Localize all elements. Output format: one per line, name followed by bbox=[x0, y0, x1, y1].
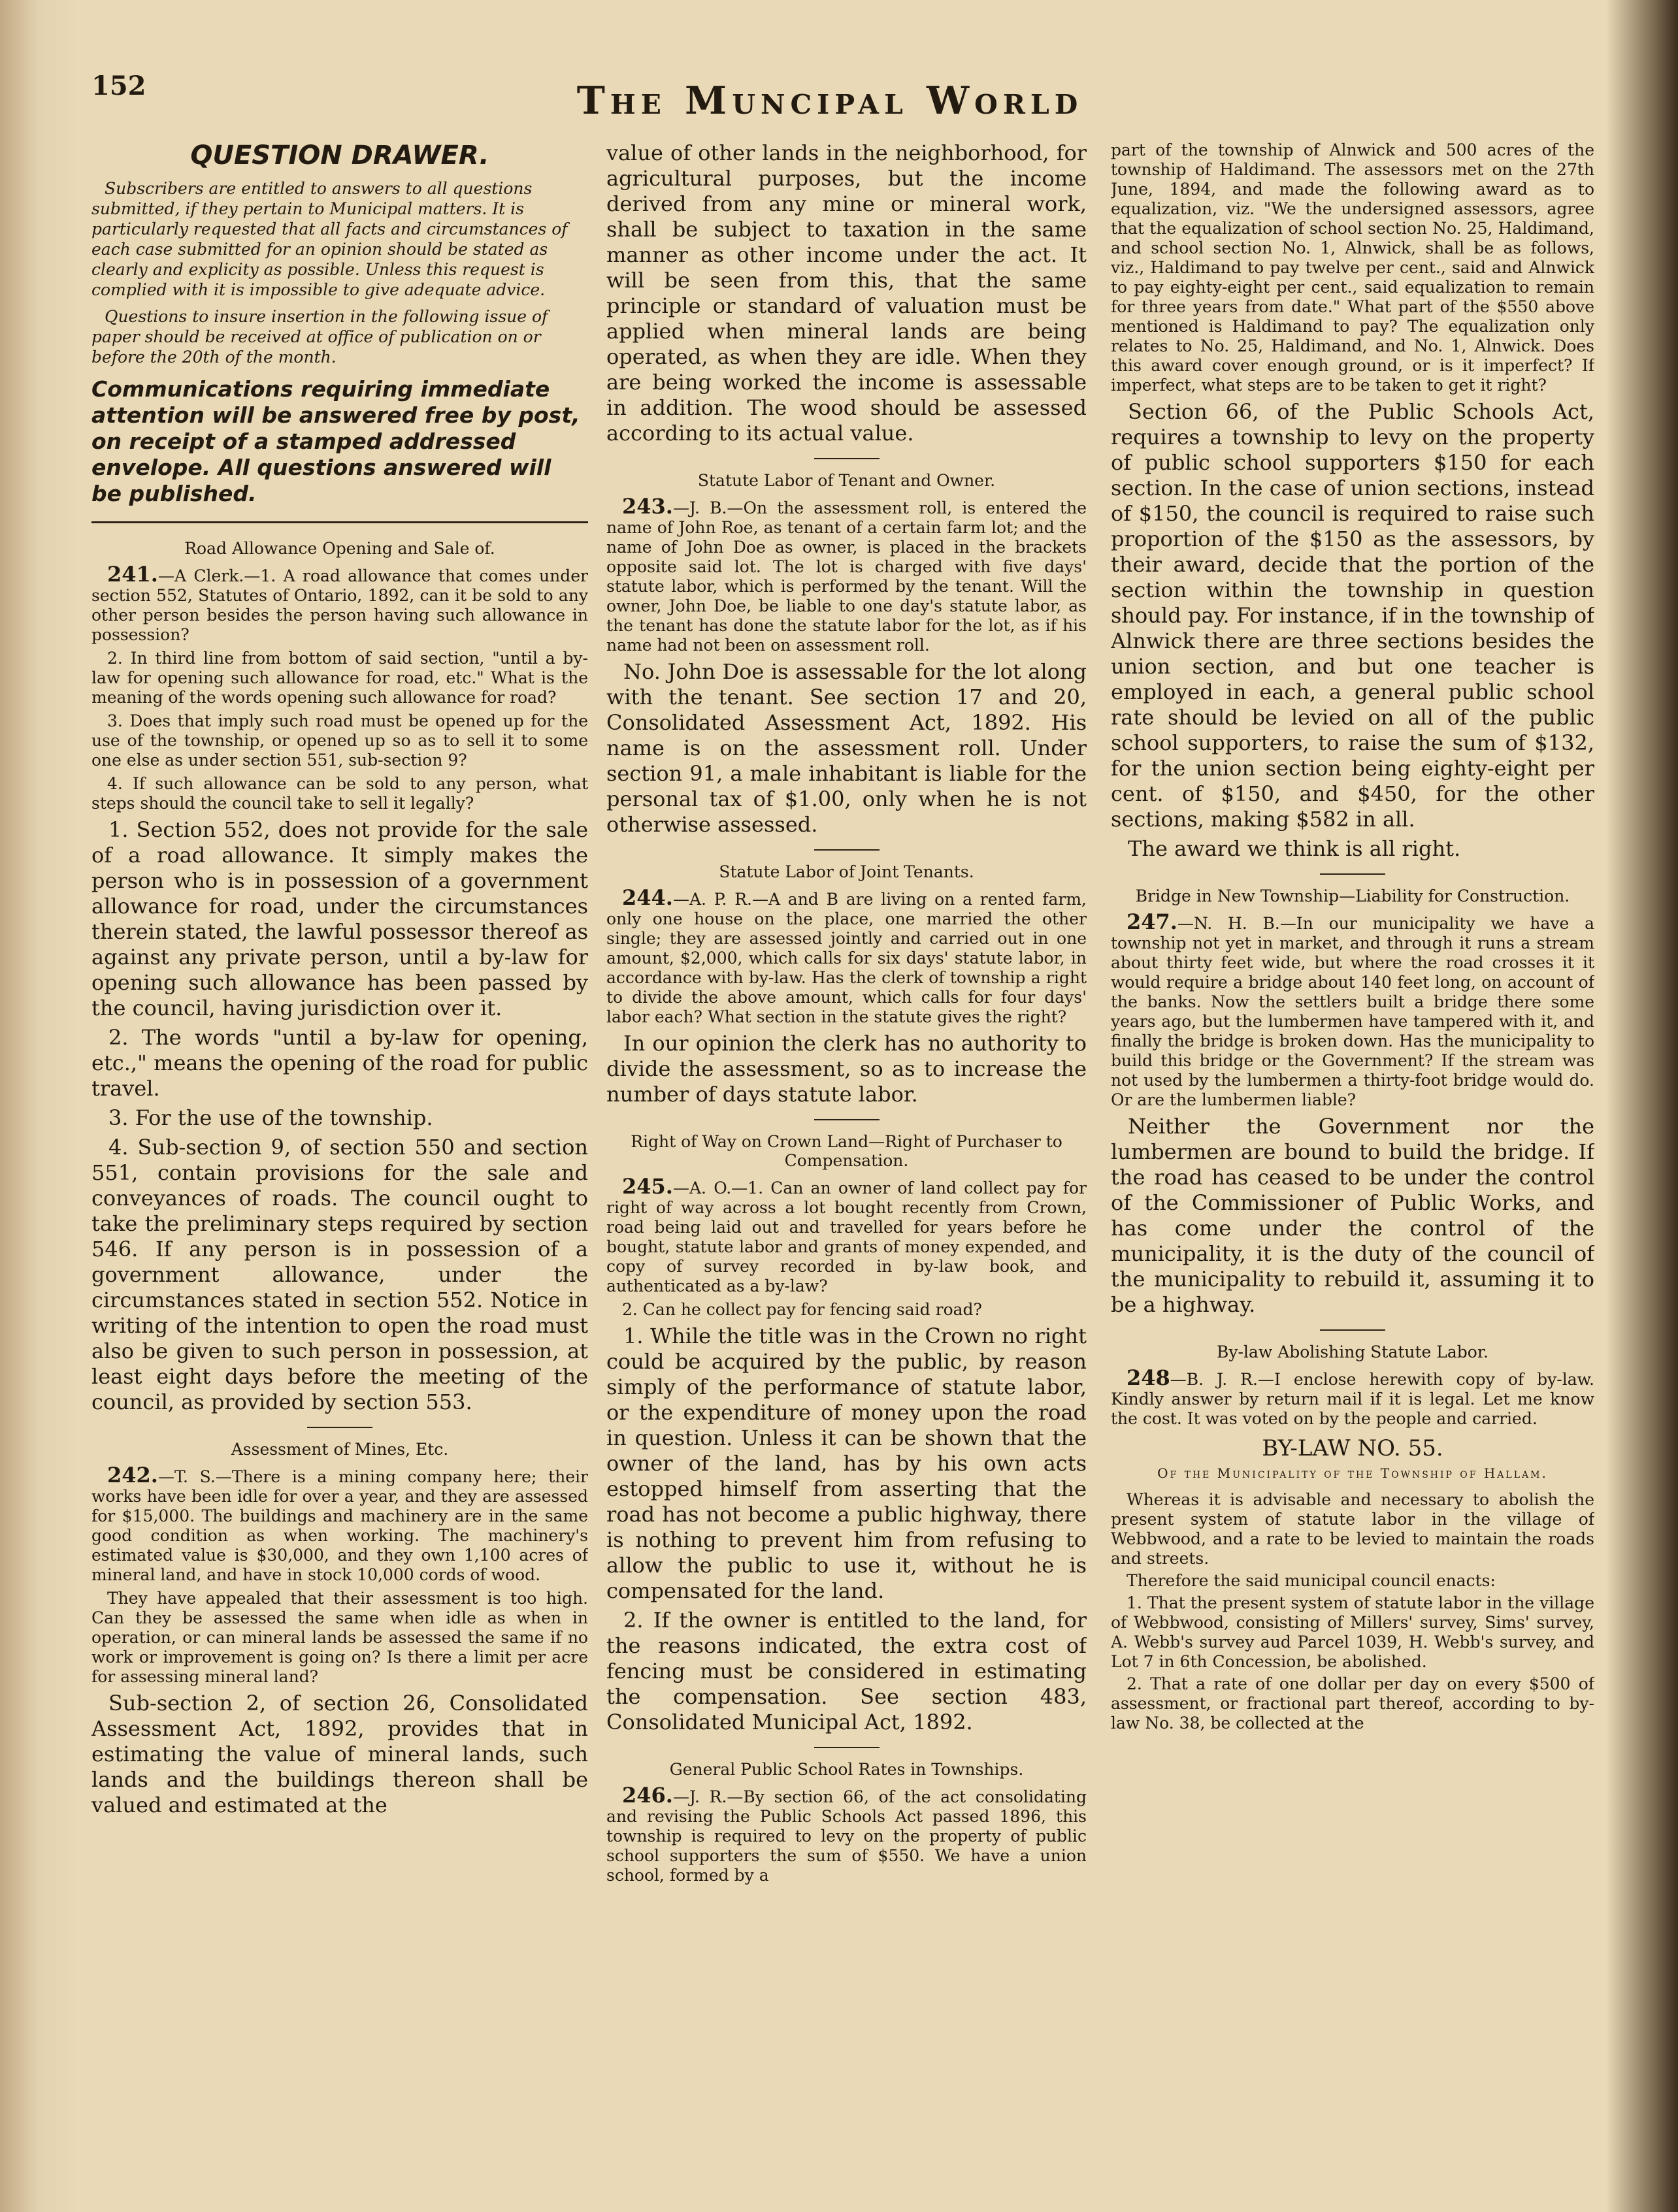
column-3 bbox=[1111, 140, 1594, 2179]
section-title: Assessment of Mines, Etc. bbox=[231, 1440, 449, 1459]
answer-paragraph: Neither the Government nor the lumbermen are bound to build the bridge. If the road has ceased to be under the control of the Commissioner of Public Works, and has come under the control of the municipality, it is the duty of the council of the municipality to rebuild it, assuming it to be a highway. bbox=[1111, 1114, 1594, 1317]
column-1 bbox=[91, 140, 588, 2179]
answer-paragraph: In our opinion the clerk has no authority to divide the assessment, so as to increase the number of days statute labor. bbox=[606, 1031, 1087, 1107]
question-text: —B. J. R.—I enclose herewith copy of by-law. Kindly answer by return mail if it is legal. Let me know the cost. It was voted on by the people and carried. bbox=[1111, 1370, 1594, 1428]
answer-paragraph: No. John Doe is assessable for the lot along with the tenant. See section 17 and 20, Consolidated Assessment Act, 1892. His name is on the assessment roll. Under section 91, a male inhabitant is liable for the personal tax of $1.00, only when he is not otherwise assessed. bbox=[606, 659, 1087, 837]
divider bbox=[814, 1747, 880, 1748]
bylaw-paragraph: 1. That the present system of statute labor in the village of Webbwood, consisting of Millers' survey, Sims' survey, A. Webb's survey aud Parcel 1039, H. Webb's survey, and Lot 7 in 6th Concession, be abolished. bbox=[1111, 1593, 1594, 1671]
question-text: —A Clerk.—1. A road allowance that comes under section 552, Statutes of Ontario, 1892, can it be sold to any other person besides the person having such allowance in possession? bbox=[91, 566, 588, 644]
page-number: 152 bbox=[91, 71, 146, 101]
divider bbox=[814, 458, 880, 459]
question-number: 241. bbox=[107, 562, 158, 587]
answer-paragraph: Section 66, of the Public Schools Act, requires a township to levy on the property of public school supporters $150 for each section. In the case of union sections, instead of $150, the council is required to raise such proportion of the $150 as the assessors, by their award, decide that the portion of the section within the township in question should pay. For instance, if in the township of Alnwick there are three sections besides the union section, and but one teacher is employed in each, a general public school rate should be levied on all of the public school supporters, to raise the sum of $132, for the union section being eighty-eight per cent. of $150, and $450, for the other sections, making $582 in all. bbox=[1111, 399, 1594, 832]
answer-paragraph: Sub-section 2, of section 26, Consolidated Assessment Act, 1892, provides that in estimating the value of mineral lands, such lands and the buildings thereon shall be valued and estimated at the bbox=[91, 1691, 588, 1817]
divider bbox=[1320, 873, 1385, 875]
question-number: 245. bbox=[622, 1174, 673, 1199]
bylaw-paragraph: 2. That a rate of one dollar per day on every $500 of assessment, or fractional part thereof, according to by-law No. 38, be collected at the bbox=[1111, 1674, 1594, 1732]
divider bbox=[1320, 1329, 1385, 1331]
divider bbox=[814, 849, 880, 851]
question-number: 246. bbox=[622, 1783, 673, 1808]
question-paragraph: 2. Can he collect pay for fencing said road? bbox=[622, 1300, 982, 1319]
question-text: —A. O.—1. Can an owner of land collect pay for right of way across a lot bought recently from Crown, road being laid out and travelled for years before he bought, statute labor and grants of money expended, and copy of survey recorded in by-law book, and authenticated as a by-law? bbox=[606, 1179, 1087, 1295]
question-248 bbox=[1111, 1365, 1594, 1429]
intro-note: Subscribers are entitled to answers to all questions submitted, if they pertain to Municipal matters. It is particularly requested that all facts and circumstances of each case submitted for an opinion should be stated as clearly and explicity as possible. Unless this request is complied with it is impossible to give adequate advice. bbox=[91, 179, 568, 299]
bylaw-paragraph: Therefore the said municipal council enacts: bbox=[1127, 1571, 1496, 1590]
question-245 bbox=[606, 1174, 1087, 1296]
question-paragraph: 2. In third line from bottom of said section, "until a by-law for opening such allowance for road, etc." What is the meaning of the words opening such allowance for road? bbox=[91, 649, 588, 707]
question-text: —J. B.—On the assessment roll, is entered the name of John Roe, as tenant of a certain farm lot; and the name of John Doe as owner, is placed in the brackets opposite said lot. The lot is charged with five days' statute labor, which is performed by the tenant. Will the owner, John Doe, be liable to one day's statute labor, as the tenant has done the statute labor for the lot, as if his name had not been on assessment roll. bbox=[606, 498, 1087, 655]
question-paragraph: 3. Does that imply such road must be opened up for the use of the township, or opened up so as to sell it to some one else as under section 551, sub-section 9? bbox=[91, 711, 588, 770]
masthead: The Muncipal World bbox=[576, 78, 1083, 123]
section-title: General Public School Rates in Townships. bbox=[669, 1760, 1024, 1779]
question-text: —A. P. R.—A and B are living on a rented farm, only one house on the place, one married the other single; they are assessed jointly and carried out in one amount, $2,000, which calls for six days' statute labor, in accordance with by-law. Has the clerk of township a right to divide the above amount, which calls for four days' labor each? What section in the statute gives the right? bbox=[606, 890, 1087, 1026]
question-number: 248 bbox=[1127, 1365, 1170, 1390]
question-number: 242. bbox=[107, 1463, 158, 1488]
answer-paragraph: 2. The words "until a by-law for opening, etc.," means the opening of the road for public travel. bbox=[91, 1025, 588, 1101]
question-246 bbox=[606, 1785, 1087, 1885]
column-2 bbox=[606, 140, 1087, 2179]
answer-paragraph: 1. Section 552, does not provide for the sale of a road allowance. It simply makes the person who is in possession of a government allowance for road, under the circumstances therein stated, the lawful possessor thereof as against any private person, until a by-law for opening such allowance has been passed by the council, having jurisdiction over it. bbox=[91, 817, 588, 1020]
bylaw-paragraph: Whereas it is advisable and necessary to abolish the present system of statute labor in the village of Webbwood, and a rate to be levied to maintain the roads and streets. bbox=[1111, 1490, 1594, 1568]
section-title: Road Allowance Opening and Sale of. bbox=[184, 539, 495, 558]
question-243 bbox=[606, 496, 1087, 655]
question-drawer-heading: QUESTION DRAWER. bbox=[190, 140, 489, 171]
question-paragraph: part of the township of Alnwick and 500 acres of the township of Haldimand. The assessors met on the 27th June, 1894, and made the following award as to equalization, viz. "We the undersigned assessors, agree that the equalization of school section No. 25, Haldimand, and school section No. 1, Alnwick, shall be as follows, viz., Haldimand to pay twelve per cent., said and Alnwick to pay eighty-eight per cent., said equalization to remain for three years from date." What part of the $550 above mentioned is Haldimand to pay? The equalization only relates to No. 25, Haldimand, and No. 1, Alnwick. Does this award cover enough ground, or is it imperfect? If imperfect, what steps are to be taken to get it right? bbox=[1111, 140, 1594, 395]
section-title: By-law Abolishing Statute Labor. bbox=[1217, 1342, 1489, 1361]
question-text: —T. S.—There is a mining company here; their works have been idle for over a year, and they are assessed for $15,000. The buildings and machinery are in the same good condition as when working. The machinery's estimated value is $30,000, and they own 1,100 acres of mineral land, and have in stock 10,000 cords of wood. bbox=[91, 1467, 588, 1584]
question-244 bbox=[606, 885, 1087, 1027]
bylaw-subtitle: Of the Municipality of the Township of Hallam. bbox=[1157, 1465, 1548, 1481]
divider bbox=[814, 1119, 880, 1120]
answer-paragraph: 4. Sub-section 9, of section 550 and section 551, contain provisions for the sale and conveyances of roads. The council ought to take the preliminary steps required by section 546. If any person is in possession of a government allowance, under the circumstances stated in section 552. Notice in writing of the intention to open the road must also be given to such person in possession, at least eight days before the meeting of the council, as provided by section 553. bbox=[91, 1135, 588, 1414]
question-number: 244. bbox=[622, 885, 673, 910]
section-title: Right of Way on Crown Land—Right of Purchaser to Compensation. bbox=[631, 1132, 1062, 1170]
divider bbox=[91, 521, 588, 523]
question-text: —J. R.—By section 66, of the act consolidating and revising the Public Schools Act passed 1896, this township is required to levy on the property of public school supporters the sum of $550. We have a union school, formed by a bbox=[606, 1787, 1087, 1885]
question-242 bbox=[91, 1465, 588, 1585]
answer-paragraph: value of other lands in the neighborhood, for agricultural purposes, but the income derived from any mine or mineral work, shall be subject to taxation in the same manner as other income under the act. It will be seen from this, that the same principle or standard of valuation must be applied when mineral lands are being operated, as when they are idle. When they are being worked the income is assessable in addition. The wood should be assessed according to its actual value. bbox=[606, 140, 1087, 446]
answer-paragraph: 3. For the use of the township. bbox=[108, 1105, 433, 1130]
section-title: Statute Labor of Joint Tenants. bbox=[719, 862, 974, 881]
answer-paragraph: 1. While the title was in the Crown no right could be acquired by the public, by reason simply of the performance of statute labor, or the expenditure of money upon the road in question. Unless it can be shown that the owner of the land, has by his own acts estopped himself from asserting that the road has not become a public highway, there is nothing to prevent him from refusing to allow the public to use it, without he is compensated for the land. bbox=[606, 1324, 1087, 1603]
question-paragraph: 4. If such allowance can be sold to any person, what steps should the council take to sell it legally? bbox=[91, 774, 588, 813]
answer-paragraph: The award we think is all right. bbox=[1128, 836, 1461, 861]
bylaw-title: BY-LAW NO. 55. bbox=[1262, 1435, 1443, 1461]
section-title: Statute Labor of Tenant and Owner. bbox=[697, 471, 996, 490]
intro-note-deadline: Questions to insure insertion in the following issue of paper should be received at office of publication on or before the 20th of the month. bbox=[91, 307, 548, 366]
divider bbox=[307, 1427, 372, 1428]
answer-paragraph: 2. If the owner is entitled to the land, for the reasons indicated, the extra cost of fencing must be considered in estimating the compensation. See section 483, Consolidated Municipal Act, 1892. bbox=[606, 1608, 1087, 1734]
question-241 bbox=[91, 564, 588, 645]
question-paragraph: They have appealed that their assessment is too high. Can they be assessed the same when idle as when in operation, or can mineral lands be assessed the same if no work or improvement is going on? Is there a limit per acre for assessing mineral land? bbox=[91, 1589, 588, 1686]
question-number: 243. bbox=[622, 494, 673, 519]
urgent-notice: Communications requiring immediate attention will be answered free by post, on receipt of a stamped addressed envelope. All questions answered will be published. bbox=[91, 376, 580, 506]
question-247 bbox=[1111, 909, 1594, 1110]
question-text: —N. H. B.—In our municipality we have a township not yet in market, and through it runs a stream about thirty feet wide, but where the road crosses it it would require a bridge about 140 feet long, on account of the banks. Now the settlers built a bridge there some years ago, but the lumbermen have tampered with it, and finally the bridge is broken down. Has the municipality to build this bridge or the Government? If the stream was not used by the lumbermen a thirty-foot bridge would do. Or are the lumbermen liable? bbox=[1111, 914, 1594, 1109]
section-title: Bridge in New Township—Liability for Construction. bbox=[1135, 886, 1570, 905]
question-number: 247. bbox=[1127, 909, 1177, 934]
